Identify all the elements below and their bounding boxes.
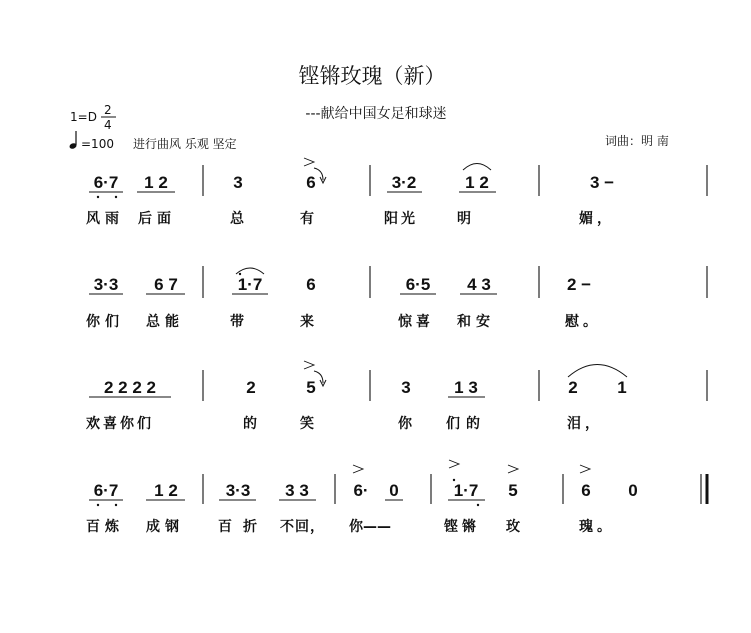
- lyric: 媚，: [579, 211, 615, 227]
- line-4: [86, 460, 707, 535]
- note-group: 3·2: [391, 173, 417, 192]
- lyric: 的: [243, 416, 257, 432]
- low-octave-dot: [97, 196, 99, 198]
- tie-arc: [463, 164, 491, 171]
- note-group: 1 2: [154, 481, 178, 500]
- accent-mark: [449, 460, 459, 468]
- score-subtitle: ---献给中国女足和球迷: [305, 106, 447, 122]
- lyric: 不回，: [280, 519, 325, 535]
- note-group: 1·7: [453, 481, 479, 500]
- note-group: 5: [508, 481, 518, 500]
- note-group: 0: [389, 481, 399, 500]
- note-group: 3·3: [225, 481, 251, 500]
- note-group: 2 −: [567, 275, 592, 294]
- note-group: 1 2: [144, 173, 168, 192]
- tempo-marking: =100: [81, 137, 114, 151]
- accent-mark: [353, 465, 363, 473]
- lyric: 你: [398, 416, 412, 432]
- time-signature-bottom: 4: [104, 118, 112, 132]
- lyric: 明: [457, 211, 471, 227]
- accent-mark: [580, 465, 590, 473]
- lyric: 风雨: [86, 211, 124, 227]
- line-3: [86, 361, 707, 432]
- lyric: 带: [230, 314, 244, 330]
- note-group: 4 3: [467, 275, 491, 294]
- lyric: 成钢: [146, 519, 184, 535]
- note-group: 1 3: [454, 378, 478, 397]
- line-1: [86, 158, 707, 227]
- lyric: 折: [243, 519, 257, 535]
- lyric: 你——: [349, 519, 391, 535]
- lyric: 铿锵: [444, 519, 480, 535]
- low-octave-dot: [115, 196, 117, 198]
- lyric: 后面: [138, 211, 176, 227]
- note-group: 6·5: [405, 275, 431, 294]
- note-group: 2: [568, 378, 578, 397]
- low-octave-dot: [97, 504, 99, 506]
- note-group: 2: [246, 378, 256, 397]
- lyric: 总能: [146, 314, 184, 330]
- note-group: 6: [306, 275, 316, 294]
- lyric: 惊喜: [398, 314, 434, 330]
- note-group: 0: [628, 481, 638, 500]
- lyric: 有: [300, 211, 314, 227]
- time-signature-top: 2: [104, 103, 112, 117]
- lyric: 总: [230, 211, 244, 227]
- note-group: 6·: [353, 481, 369, 500]
- low-octave-dot: [477, 504, 479, 506]
- note-group: 1·7: [237, 275, 263, 294]
- score-title: 铿锵玫瑰（新）: [298, 64, 446, 88]
- lyric: 你们: [86, 314, 124, 330]
- quarter-note-icon: [69, 131, 78, 150]
- note-group: 5: [306, 378, 316, 397]
- note-group: 1 2: [465, 173, 489, 192]
- note-group: 6: [581, 481, 591, 500]
- accent-mark: [304, 361, 314, 369]
- low-octave-dot: [115, 504, 117, 506]
- note-group: 6 7: [154, 275, 178, 294]
- note-group: 6·7: [93, 173, 119, 192]
- line-2: [86, 266, 707, 330]
- accent-mark: [508, 465, 518, 473]
- note-group: 3 −: [590, 173, 615, 192]
- lyric: 阳光: [384, 211, 418, 227]
- accent-mark: [304, 158, 314, 166]
- note-group: 6·7: [93, 481, 119, 500]
- lyric: 笑: [300, 416, 314, 432]
- lyric: 百炼: [86, 519, 124, 535]
- tie-arc: [568, 365, 627, 378]
- lyric: 瑰。: [579, 519, 615, 535]
- note-group: 3 3: [285, 481, 309, 500]
- lyric: 欢喜你们: [86, 416, 154, 432]
- high-octave-dot: [453, 479, 455, 481]
- lyric: 们的: [446, 416, 486, 432]
- lyric: 慰。: [565, 314, 601, 330]
- lyric: 百: [218, 519, 232, 535]
- high-octave-dot: [239, 273, 241, 275]
- lyric: 泪，: [567, 416, 603, 432]
- lyric: 和安: [457, 314, 495, 330]
- note-group: 3·3: [93, 275, 119, 294]
- note-group: 2 2 2 2: [104, 378, 156, 397]
- credits: 词曲：明 南: [605, 134, 669, 148]
- lyric: 玫: [506, 519, 520, 535]
- key-signature: 1=D: [70, 110, 97, 124]
- note-group: 3: [233, 173, 243, 192]
- note-group: 1: [617, 378, 627, 397]
- lyric: 来: [300, 314, 314, 330]
- note-group: 6: [306, 173, 316, 192]
- expression-marking: 进行曲风 乐观 坚定: [133, 137, 237, 151]
- note-group: 3: [401, 378, 411, 397]
